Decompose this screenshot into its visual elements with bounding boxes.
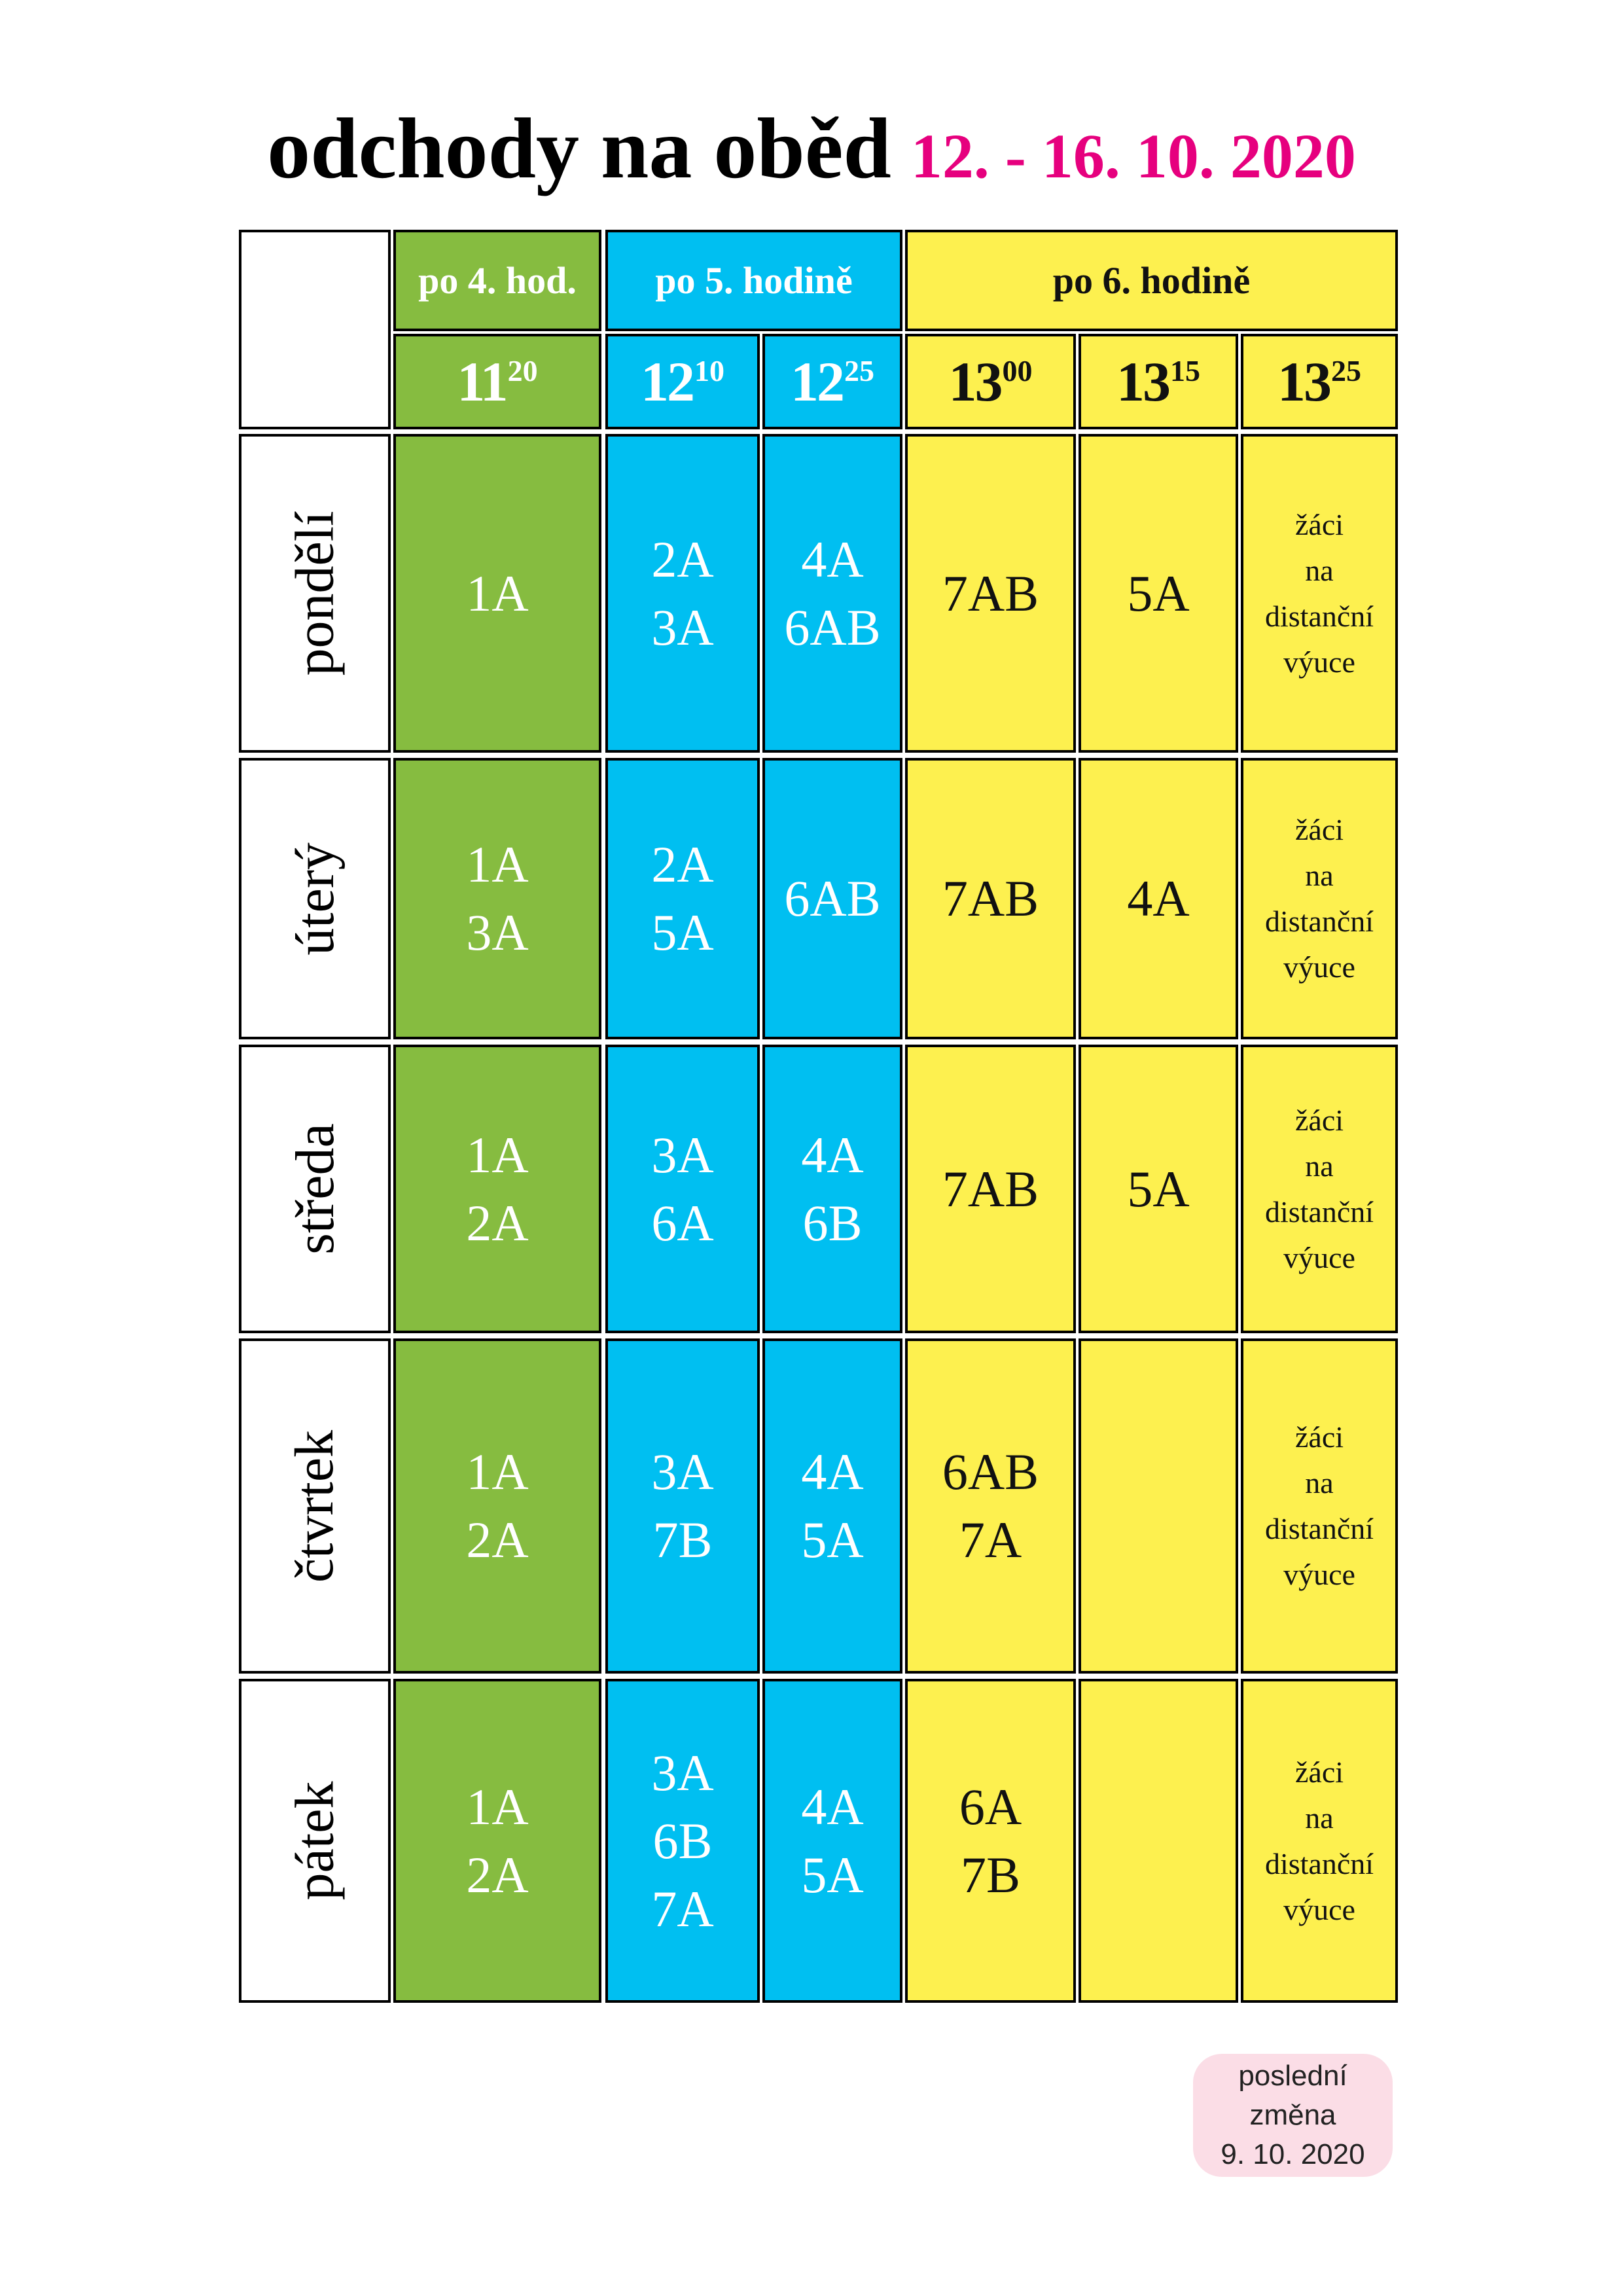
- badge-line: poslední: [1238, 2060, 1347, 2092]
- class-cell: [1079, 1679, 1238, 2003]
- note-line: na: [1305, 859, 1334, 892]
- badge-line: změna: [1249, 2099, 1336, 2131]
- class-label: 5A: [1127, 1160, 1190, 1217]
- note-line: výuce: [1283, 645, 1355, 679]
- distance-learning-cell: [1241, 1338, 1398, 1674]
- class-label: 6B: [802, 1194, 863, 1251]
- time-hour: 13: [1116, 350, 1169, 413]
- class-label: 7B: [960, 1846, 1021, 1903]
- class-cell: [1079, 758, 1238, 1039]
- class-label: 7AB: [942, 870, 1039, 927]
- note-line: distanční: [1264, 1512, 1374, 1545]
- class-label: 7AB: [942, 564, 1039, 622]
- time-minute: 00: [1002, 354, 1033, 387]
- time-minute: 25: [844, 354, 874, 387]
- class-label: 3A: [651, 1443, 714, 1500]
- class-label: 1A: [466, 1778, 529, 1835]
- class-label: 5A: [1127, 564, 1190, 622]
- day-cell: [239, 1045, 391, 1333]
- class-label: 1A: [466, 836, 529, 893]
- time-header: [1241, 334, 1398, 429]
- class-cell: [393, 1045, 601, 1333]
- class-label: 2A: [651, 836, 714, 893]
- note-line: žáci: [1294, 813, 1344, 846]
- time-minute: 15: [1170, 354, 1200, 387]
- time-header: [605, 334, 760, 429]
- class-cell: [605, 1679, 760, 2003]
- note-line: výuce: [1283, 1892, 1355, 1926]
- day-label: středa: [284, 1123, 346, 1255]
- class-label: 2A: [466, 1511, 529, 1568]
- class-label: 6AB: [784, 870, 881, 927]
- class-label: 4A: [801, 1778, 864, 1835]
- day-cell: [239, 1679, 391, 2003]
- class-label: 3A: [651, 1126, 714, 1183]
- class-label: 4A: [801, 530, 864, 588]
- group-label: po 5. hodině: [655, 259, 853, 302]
- note-line: distanční: [1264, 1846, 1374, 1880]
- time-hour: 12: [791, 350, 843, 413]
- note-line: žáci: [1294, 1103, 1344, 1137]
- time-label: [641, 349, 724, 414]
- note-line: na: [1305, 1801, 1334, 1835]
- class-label: 1A: [466, 1443, 529, 1500]
- class-cell: [905, 1679, 1076, 2003]
- note-line: na: [1305, 553, 1334, 587]
- time-hour: 13: [1277, 350, 1330, 413]
- class-label: 6A: [959, 1778, 1022, 1835]
- class-cell: [393, 758, 601, 1039]
- class-cell: [1079, 1338, 1238, 1674]
- note-line: distanční: [1264, 599, 1374, 633]
- day-cell: [239, 758, 391, 1039]
- class-label: 2A: [466, 1194, 529, 1251]
- class-label: 1A: [466, 1126, 529, 1183]
- day-label: čtvrtek: [284, 1429, 346, 1583]
- time-minute: 25: [1331, 354, 1361, 387]
- group-header: [605, 230, 902, 331]
- day-label: pondělí: [284, 511, 346, 676]
- class-label: 7B: [652, 1511, 713, 1568]
- time-minute: 20: [507, 354, 538, 387]
- group-header: [393, 230, 601, 331]
- class-label: 5A: [801, 1511, 864, 1568]
- title-date: 12. - 16. 10. 2020: [910, 121, 1356, 191]
- note-line: výuce: [1283, 1240, 1355, 1274]
- class-cell: [905, 758, 1076, 1039]
- badge-line: 9. 10. 2020: [1221, 2138, 1365, 2170]
- class-cell: [762, 1679, 902, 2003]
- class-label: 5A: [801, 1846, 864, 1903]
- time-hour: 11: [457, 350, 507, 413]
- class-label: 6A: [651, 1194, 714, 1251]
- note-line: žáci: [1294, 1755, 1344, 1789]
- class-label: 3A: [651, 598, 714, 656]
- time-hour: 12: [641, 350, 693, 413]
- class-label: 6AB: [942, 1443, 1039, 1500]
- class-label: 2A: [466, 1846, 529, 1903]
- class-cell: [762, 758, 902, 1039]
- class-cell: [1079, 434, 1238, 753]
- class-label: 1A: [466, 564, 529, 622]
- note-line: distanční: [1264, 1194, 1374, 1229]
- class-cell: [905, 1045, 1076, 1333]
- class-cell: [605, 758, 760, 1039]
- note-line: výuce: [1283, 950, 1355, 984]
- class-label: 5A: [651, 904, 714, 961]
- group-header: [905, 230, 1398, 331]
- note-line: výuce: [1283, 1558, 1355, 1591]
- class-cell: [393, 1338, 601, 1674]
- day-label: pátek: [284, 1781, 346, 1901]
- time-label: [1277, 349, 1361, 414]
- title-main: odchody na oběd: [267, 100, 891, 196]
- time-label: [791, 349, 874, 414]
- distance-learning-cell: [1241, 1679, 1398, 2003]
- class-label: 7A: [959, 1511, 1022, 1568]
- class-label: 7AB: [942, 1160, 1039, 1217]
- note-line: na: [1305, 1466, 1334, 1499]
- time-header: [393, 334, 601, 429]
- page-title: [0, 98, 1623, 198]
- group-label: po 6. hodině: [1052, 259, 1251, 302]
- class-label: 4A: [1127, 870, 1190, 927]
- class-cell: [393, 1679, 601, 2003]
- note-line: distanční: [1264, 905, 1374, 938]
- day-label: úterý: [284, 842, 346, 956]
- class-cell: [905, 1338, 1076, 1674]
- time-header: [905, 334, 1076, 429]
- distance-learning-cell: [1241, 434, 1398, 753]
- distance-learning-cell: [1241, 1045, 1398, 1333]
- class-label: 3A: [651, 1744, 714, 1801]
- class-cell: [762, 1045, 902, 1333]
- note-line: na: [1305, 1149, 1334, 1183]
- distance-learning-cell: [1241, 758, 1398, 1039]
- class-cell: [393, 434, 601, 753]
- class-cell: [605, 1338, 760, 1674]
- class-label: 2A: [651, 530, 714, 588]
- day-cell: [239, 434, 391, 753]
- note-line: žáci: [1294, 507, 1344, 541]
- last-change-badge: [1193, 2054, 1393, 2177]
- time-hour: 13: [948, 350, 1001, 413]
- note-line: žáci: [1294, 1420, 1344, 1454]
- class-cell: [762, 1338, 902, 1674]
- time-label: [949, 349, 1033, 414]
- class-cell: [605, 1045, 760, 1333]
- class-label: 4A: [801, 1126, 864, 1183]
- group-label: po 4. hod.: [418, 259, 577, 302]
- class-label: 7A: [651, 1880, 714, 1937]
- class-label: 4A: [801, 1443, 864, 1500]
- corner-cell: [239, 230, 391, 429]
- class-label: 3A: [466, 904, 529, 961]
- class-cell: [605, 434, 760, 753]
- time-header: [1079, 334, 1238, 429]
- class-label: 6B: [652, 1812, 713, 1869]
- time-label: [1116, 349, 1200, 414]
- time-header: [762, 334, 902, 429]
- day-cell: [239, 1338, 391, 1674]
- time-minute: 10: [694, 354, 724, 387]
- class-label: 6AB: [784, 598, 881, 656]
- class-cell: [762, 434, 902, 753]
- time-label: [457, 349, 537, 414]
- class-cell: [905, 434, 1076, 753]
- class-cell: [1079, 1045, 1238, 1333]
